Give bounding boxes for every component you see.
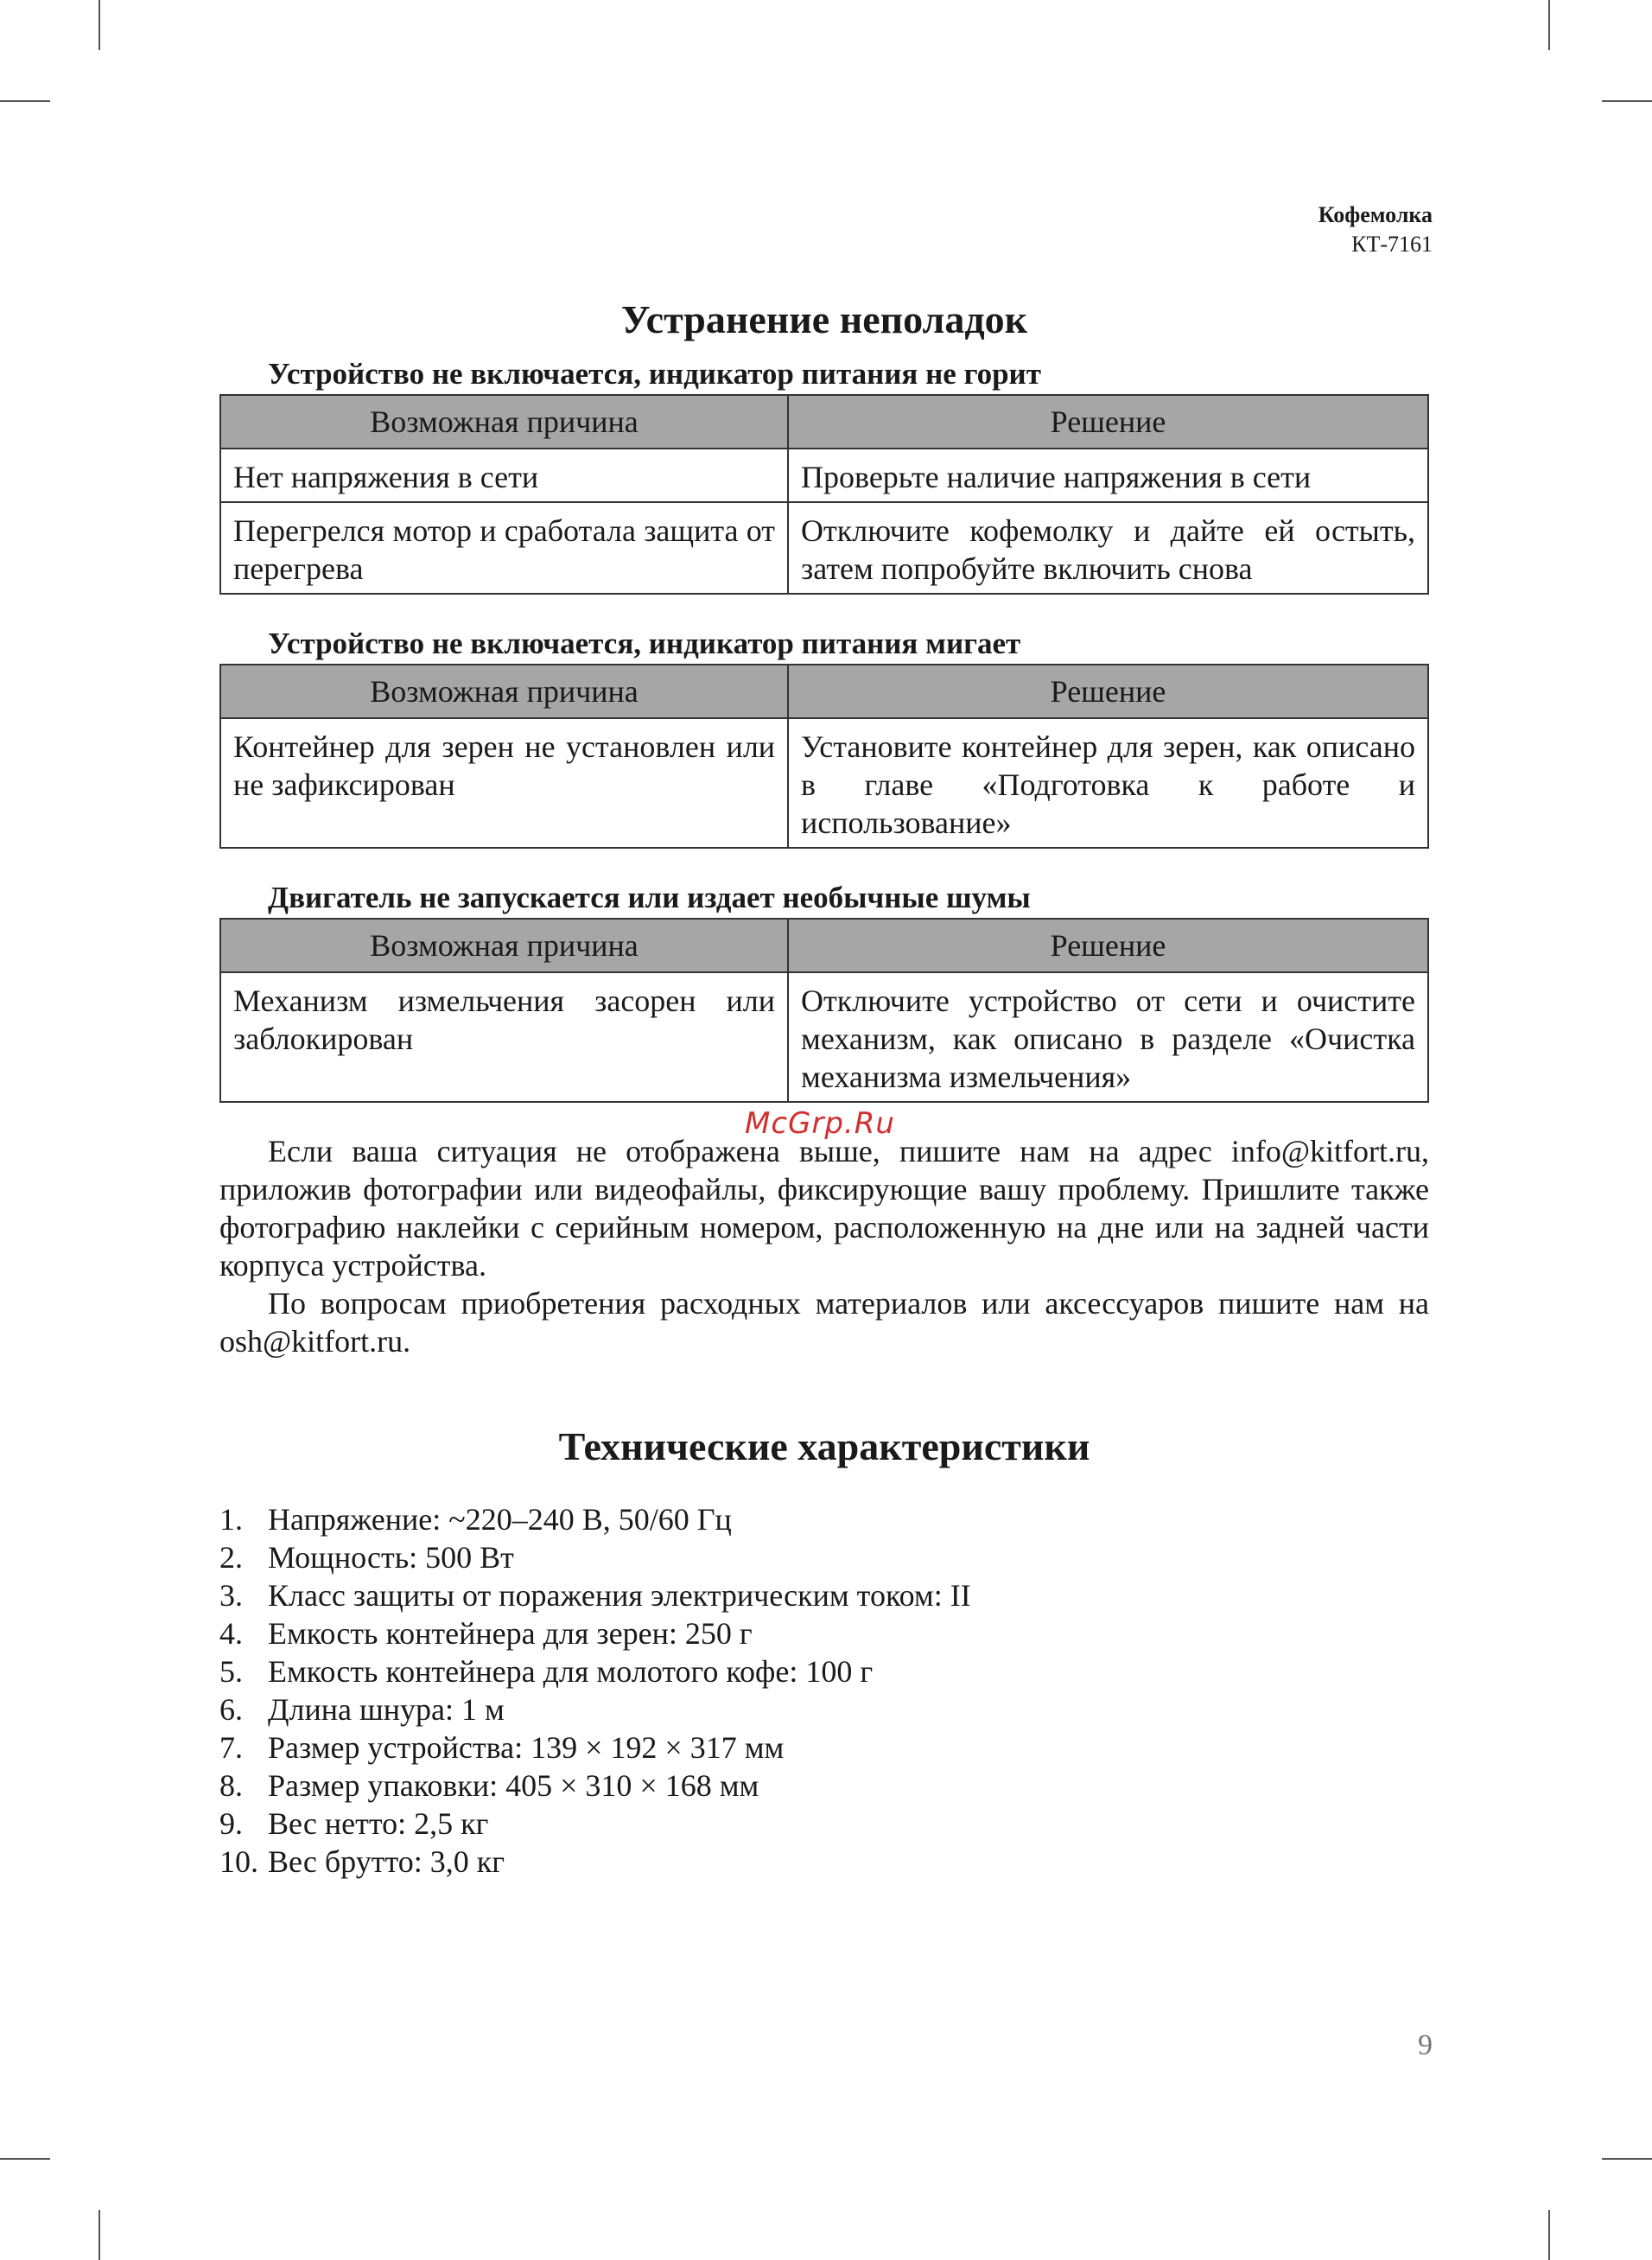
solution-cell: Отключите устройство от сети и очистите механизм, как описано в разделе «Очистка механизма измельчения»: [788, 972, 1428, 1102]
list-item: 9. Вес нетто: 2,5 кг: [219, 1806, 489, 1841]
table-header-row: [220, 665, 1428, 718]
column-header-solution: Решение: [788, 665, 1428, 718]
crop-mark: [98, 2210, 100, 2260]
list-item: 6. Длина шнура: 1 м: [219, 1692, 505, 1727]
list-item: 1. Напряжение: ~220–240 В, 50/60 Гц: [219, 1502, 732, 1537]
trouble-table: [219, 394, 1429, 595]
table-row: [220, 449, 1428, 502]
crop-mark: [1548, 0, 1550, 50]
table-header-row: [220, 395, 1428, 449]
trouble-table: [219, 664, 1429, 849]
crop-mark: [0, 2158, 50, 2160]
crop-mark: [0, 100, 50, 102]
solution-cell: Отключите кофемолку и дайте ей остыть, затем попробуйте включить снова: [788, 502, 1428, 594]
specs-list: [219, 1500, 1429, 1881]
trouble-table: [219, 918, 1429, 1103]
trouble-section-title: Двигатель не запускается или издает необычные шумы: [268, 881, 1031, 914]
table-header-row: [220, 919, 1428, 972]
page-number: 9: [1418, 2029, 1433, 2061]
list-item: 2. Мощность: 500 Вт: [219, 1540, 514, 1575]
watermark: McGrp.Ru: [745, 1106, 895, 1141]
list-item: 8. Размер упаковки: 405 × 310 × 168 мм: [219, 1768, 759, 1803]
column-header-solution: Решение: [788, 919, 1428, 972]
list-item: 7. Размер устройства: 139 × 192 × 317 мм: [219, 1730, 785, 1765]
column-header-cause: Возможная причина: [220, 919, 788, 972]
contact-paragraphs: [219, 1132, 1429, 1360]
accessories-paragraph: По вопросам приобретения расходных материалов или аксессуаров пишите нам на osh@kitfort.ru.: [219, 1286, 1429, 1359]
table-row: [220, 972, 1428, 1102]
crop-mark: [98, 0, 100, 50]
running-header: [1318, 201, 1433, 259]
list-item: 10. Вес брутто: 3,0 кг: [219, 1844, 505, 1879]
list-item: 4. Емкость контейнера для зерен: 250 г: [219, 1616, 753, 1651]
cause-cell: Механизм измельчения засорен или заблокирован: [220, 972, 788, 1102]
crop-mark: [1548, 2210, 1550, 2260]
column-header-cause: Возможная причина: [220, 665, 788, 718]
header-product: Кофемолка: [1318, 202, 1433, 227]
page-content: [219, 285, 1429, 1881]
header-model: КТ-7161: [1351, 232, 1433, 257]
trouble-section-title: Устройство не включается, индикатор питания не горит: [268, 357, 1041, 391]
column-header-cause: Возможная причина: [220, 395, 788, 449]
cause-cell: Нет напряжения в сети: [220, 449, 788, 502]
list-item: 3. Класс защиты от поражения электрическим током: II: [219, 1578, 971, 1613]
crop-mark: [1602, 2158, 1652, 2160]
trouble-section-title: Устройство не включается, индикатор питания мигает: [268, 627, 1021, 660]
specs-title: Технические характеристики: [558, 1424, 1090, 1468]
contact-paragraph: Если ваша ситуация не отображена выше, пишите нам на адрес info@kitfort.ru, приложив фотографии или видеофайлы, фиксирующие вашу проблему. Пришлите также фотографию наклейки с серийным номером, расположенную на дне или на задней части корпуса устройства.: [219, 1134, 1429, 1283]
column-header-solution: Решение: [788, 395, 1428, 449]
cause-cell: Перегрелся мотор и сработала защита от перегрева: [220, 502, 788, 594]
solution-cell: Проверьте наличие напряжения в сети: [788, 449, 1428, 502]
crop-mark: [1602, 100, 1652, 102]
table-row: [220, 502, 1428, 594]
cause-cell: Контейнер для зерен не установлен или не зафиксирован: [220, 718, 788, 848]
list-item: 5. Емкость контейнера для молотого кофе: 100 г: [219, 1654, 874, 1689]
table-row: [220, 718, 1428, 848]
troubleshooting-title: Устранение неполадок: [620, 297, 1028, 341]
solution-cell: Установите контейнер для зерен, как описано в главе «Подготовка к работе и использование»: [788, 718, 1428, 848]
